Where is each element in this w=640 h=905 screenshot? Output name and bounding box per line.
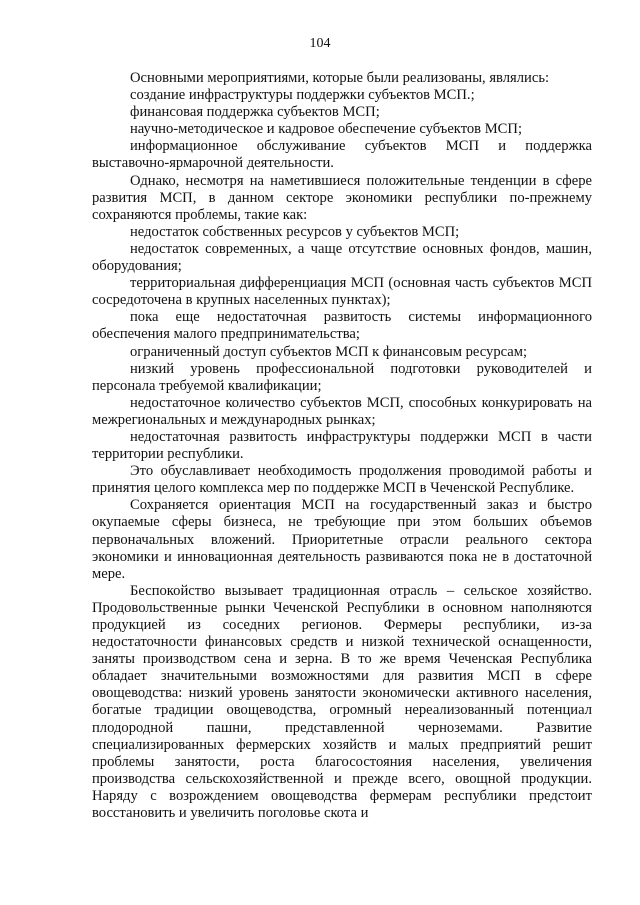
paragraph: информационное обслуживание субъектов МСП и поддержка выставочно-ярмарочной деятельности.	[92, 138, 592, 172]
page-number: 104	[309, 36, 331, 51]
paragraph: Сохраняется ориентация МСП на государственный заказ и быстро окупаемые сферы бизнеса, не требующие при этом больших объемов первоначальных вложений. Приоритетные отрасли реального сектора экономики и инновационная деятельность развиваются пока не в достаточной мере.	[92, 497, 592, 582]
paragraph: научно-методическое и кадровое обеспечение субъектов МСП;	[130, 121, 523, 138]
paragraph: территориальная дифференциация МСП (основная часть субъектов МСП сосредоточена в крупных населенных пунктах);	[92, 275, 592, 309]
paragraph: создание инфраструктуры поддержки субъектов МСП.;	[130, 87, 475, 104]
paragraph: ограниченный доступ субъектов МСП к финансовым ресурсам;	[130, 343, 528, 360]
paragraph: Это обуславливает необходимость продолжения проводимой работы и принятия целого комплекса мер по поддержке МСП в Чеченской Республике.	[92, 463, 592, 497]
body-text	[92, 70, 592, 822]
paragraph: недостаточная развитость инфраструктуры поддержки МСП в части территории республики.	[92, 428, 592, 463]
paragraph: Беспокойство вызывает традиционная отрасль – сельское хозяйство. Продовольственные рынки Чеченской Республики в основном наполняются продукцией из соседних регионов. Фермеры республики, из-за недостаточности финансовых средств и низкой технической оснащенности, заняты производством сена и зерна. В то же время Чеченская Республика обладает значительными возможностями для развития МСП в сфере овощеводства: низкий уровень занятости экономически активного населения, богатые традиции овощеводства, огромный нереализованный потенциал плодородной пашни, представленной черноземами. Развитие специализированных фермерских хозяйств и малых предприятий решит проблемы занятости, роста благосостояния населения, увеличения производства сельскохозяйственной и прежде всего, овощной продукции. Наряду с возрождением овощеводства фермерам республики предстоит восстановить и увеличить поголовье скота и	[92, 582, 592, 822]
paragraph: Основными мероприятиями, которые были реализованы, являлись:	[130, 70, 550, 86]
paragraph: Однако, несмотря на наметившиеся положительные тенденции в сфере развития МСП, в данном секторе экономики республики по-прежнему сохраняются проблемы, такие как:	[92, 172, 592, 223]
paragraph: недостаток собственных ресурсов у субъектов МСП;	[130, 223, 460, 240]
paragraph: недостаток современных, а чаще отсутствие основных фондов, машин, оборудования;	[92, 240, 592, 275]
paragraph: низкий уровень профессиональной подготовки руководителей и персонала требуемой квалификации;	[92, 360, 592, 394]
paragraph: финансовая поддержка субъектов МСП;	[130, 104, 380, 121]
paragraph: пока еще недостаточная развитость системы информационного обеспечения малого предпринимательства;	[92, 309, 592, 343]
paragraph: недостаточное количество субъектов МСП, способных конкурировать на межрегиональных и международных рынках;	[92, 394, 592, 428]
